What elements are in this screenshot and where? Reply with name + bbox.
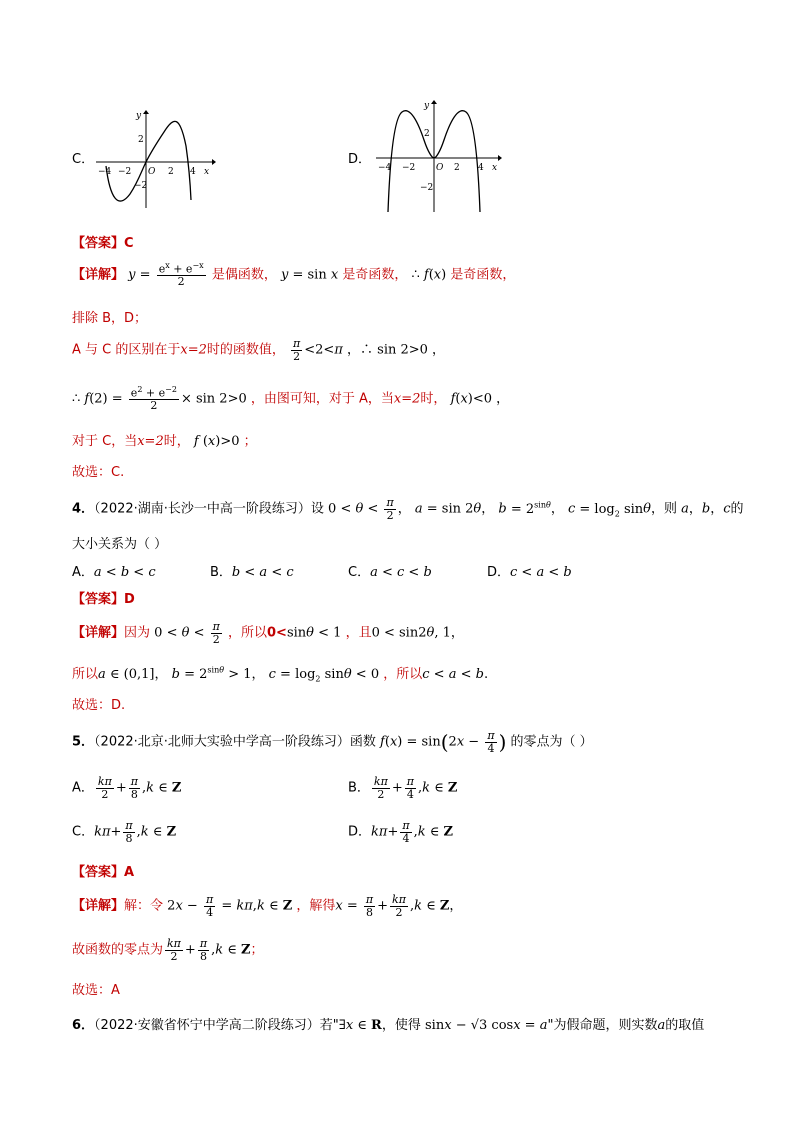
q5-stem: 5．（2022·北京·北师大实验中学高一阶段练习）函数 f(x) = sin(2x − $\frac{\pi}{4}$ ) 的零点为（ ）	[72, 729, 593, 755]
q4-stem: 4．（2022·湖南·长沙一中高一阶段练习）设 0 < θ < $\frac{\pi}{2}$ ， a = sin 2θ， $b = 2^{sin\theta}$， $c = \log_2 \sin\theta$，则 a，b，c的	[72, 496, 744, 522]
q4-stem-line2: 大小关系为（ ）	[72, 537, 168, 552]
tick-x-2-d: 2	[454, 163, 460, 173]
tick-x-4-d: 4	[478, 163, 484, 173]
axis-x-label-d: x	[492, 163, 498, 173]
q5-answer: 【答案】A	[72, 865, 135, 880]
q3-detail-line4: ∴ f(2) = $\frac{e^2 + e^{-2}}{2}$ × sin 2>0 ，由图可知，对于 A，当x=2时， f(x)<0 ，	[72, 385, 510, 413]
origin-label-d: O	[436, 163, 444, 173]
q3-detail-line1: 【详解】 y = $\frac{e^x + e^{-x}}{2}$ 是偶函数， y = sin x 是奇函数， ∴ f(x) 是奇函数，	[72, 261, 516, 289]
q5-conclusion: 故选：A	[72, 983, 120, 998]
axis-x-label-c: x	[204, 167, 210, 177]
detail-tag: 【详解】	[72, 267, 125, 283]
q4-detail-line2: 所以a ∈ (0,1]， $b = 2^{sin\theta} > 1$， $c = \log_2 \sin\theta < 0$ ，所以c < a < b.	[72, 665, 489, 684]
q5-option-c: C．kπ+ $\frac{\pi}{8}$ ,k ∈ Z	[72, 819, 177, 845]
q6-stem: 6．（2022·安徽省怀宁中学高二阶段练习）若"∃x ∈ R，使得 sinx − √3 cosx = a"为假命题，则实数a的取值	[72, 1018, 705, 1033]
q5-option-a: A． $\frac{k\pi}{2}$ + $\frac{\pi}{8}$ ,k ∈ Z	[72, 775, 182, 801]
q5-detail-line2: 故函数的零点为 $\frac{k\pi}{2}$ + $\frac{\pi}{8}$ ,k ∈ Z；	[72, 937, 264, 963]
q4-answer: 【答案】D	[72, 592, 135, 607]
answer-tag: 【答案】	[72, 236, 125, 251]
tick-x-neg4-d: −4	[378, 163, 392, 173]
tick-x-neg2-c: −2	[118, 167, 132, 177]
tick-y-2-d: 2	[424, 129, 430, 139]
q4-option-a: A．a < b < c	[72, 565, 156, 580]
q4-option-b: B．b < a < c	[210, 565, 294, 580]
q4-detail-line1: 【详解】因为 0 < θ < $\frac{\pi}{2}$ ，所以0<sinθ < 1 ，且0 < sin2θ, 1，	[72, 620, 464, 646]
tick-x-2-c: 2	[168, 167, 174, 177]
q3-detail-line2: 排除 B，D；	[72, 311, 148, 326]
tick-y-neg2-d: −2	[420, 183, 434, 193]
q3-answer	[72, 232, 134, 251]
origin-label-c: O	[148, 167, 156, 177]
q3-detail-line5: 对于 C，当x=2时， f (x)>0 ；	[72, 434, 257, 449]
q4-option-d: D．c < a < b	[487, 565, 572, 580]
tick-x-neg2-d: −2	[402, 163, 416, 173]
question-number: 4．	[72, 501, 95, 517]
q4-option-c: C．a < c < b	[348, 565, 432, 580]
q5-option-d: D．kπ+ $\frac{\pi}{4}$ ,k ∈ Z	[348, 819, 453, 845]
graph-option-c	[92, 108, 217, 210]
option-d-label: D．	[348, 152, 372, 167]
tick-y-2-c: 2	[138, 135, 144, 145]
tick-y-neg2-c: −2	[134, 181, 148, 191]
q5-option-b: B． $\frac{k\pi}{2}$ + $\frac{\pi}{4}$ ,k ∈ Z	[348, 775, 458, 801]
tick-x-4-c: 4	[190, 167, 196, 177]
tick-x-neg4-c: −4	[98, 167, 112, 177]
q3-detail-line3: A 与 C 的区别在于x=2时的函数值， $\frac{\pi}{2}$ <2<π ，∴ sin 2>0 ，	[72, 337, 446, 363]
axis-y-label-d: y	[424, 101, 430, 111]
q5-detail-line1: 【详解】解：令 2x − $\frac{\pi}{4}$ = kπ,k ∈ Z ，解得x = $\frac{\pi}{8}$ + $\frac{k\pi}{2}$ ,k ∈ Z，	[72, 893, 463, 919]
q3-conclusion: 故选：C.	[72, 465, 125, 480]
axis-y-label-c: y	[136, 111, 142, 121]
option-c-label: C．	[72, 152, 95, 167]
q4-conclusion: 故选：D.	[72, 698, 126, 713]
graph-option-d	[372, 98, 504, 214]
answer-value: C	[124, 236, 134, 251]
